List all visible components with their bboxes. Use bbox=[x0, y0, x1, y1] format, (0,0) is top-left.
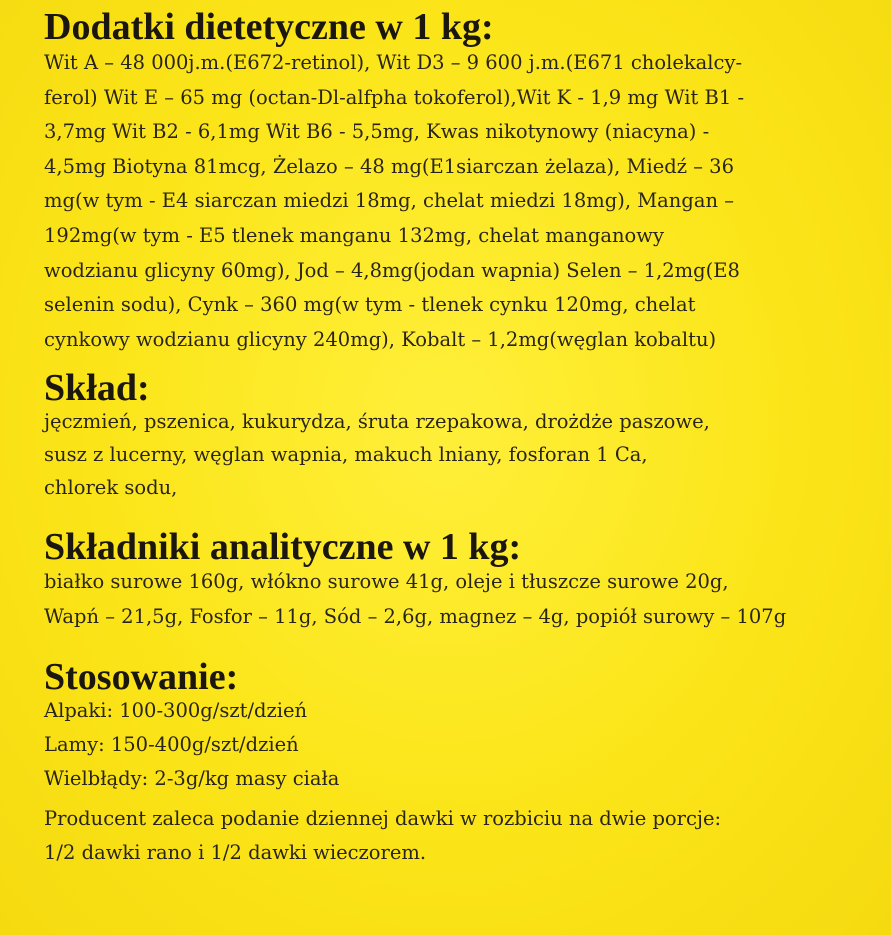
text-line: ferol) Wit E – 65 mg (octan-Dl-alfpha tokoferol),Wit K - 1,9 mg Wit B1 - bbox=[44, 85, 745, 109]
text-line: Wit A – 48 000j.m.(E672-retinol), Wit D3 – 9 600 j.m.(E671 cholekalcy- bbox=[44, 51, 743, 74]
text-line: chlorek sodu, bbox=[44, 476, 178, 500]
text-line: selenin sodu), Cynk – 360 mg(w tym - tlenek cynku 120mg, chelat bbox=[44, 293, 696, 317]
text-line: białko surowe 160g, włókno surowe 41g, oleje i tłuszcze surowe 20g, bbox=[44, 570, 729, 594]
usage-heading: Stosowanie: bbox=[44, 656, 239, 699]
text-line: mg(w tym - E4 siarczan miedzi 18mg, chelat miedzi 18mg), Mangan – bbox=[44, 189, 734, 213]
dosage-line: Lamy: 150-400g/szt/dzień bbox=[44, 733, 299, 757]
analytical-constituents-section bbox=[44, 524, 881, 634]
text-line: Wapń – 21,5g, Fosfor – 11g, Sód – 2,6g, magnez – 4g, popiół surowy – 107g bbox=[44, 605, 787, 629]
text-line: wodzianu glicyny 60mg), Jod – 4,8mg(jodan wapnia) Selen – 1,2mg(E8 bbox=[44, 258, 740, 282]
producer-recommendation-note bbox=[44, 802, 881, 870]
usage-section bbox=[44, 654, 881, 870]
text-line: 1/2 dawki rano i 1/2 dawki wieczorem. bbox=[44, 841, 427, 865]
text-line: jęczmień, pszenica, kukurydza, śruta rzepakowa, drożdże paszowe, bbox=[44, 410, 710, 434]
composition-text bbox=[44, 405, 881, 504]
text-line: 3,7mg Wit B2 - 6,1mg Wit B6 - 5,5mg, Kwas nikotynowy (niacyna) - bbox=[44, 120, 710, 144]
dosage-line: Wielbłądy: 2-3g/kg masy ciała bbox=[44, 767, 340, 791]
dosage-line: Alpaki: 100-300g/szt/dzień bbox=[44, 699, 308, 723]
text-line: cynkowy wodzianu glicyny 240mg), Kobalt – 1,2mg(węglan kobaltu) bbox=[44, 327, 717, 351]
dietary-additives-section bbox=[44, 4, 881, 357]
text-line: Producent zaleca podanie dziennej dawki w rozbiciu na dwie porcje: bbox=[44, 807, 722, 831]
composition-section bbox=[44, 365, 881, 504]
analytical-constituents-heading: Składniki analityczne w 1 kg: bbox=[44, 526, 522, 569]
text-line: susz z lucerny, węglan wapnia, makuch lniany, fosforan 1 Ca, bbox=[44, 443, 648, 467]
analytical-constituents-text bbox=[44, 564, 881, 634]
dietary-additives-heading: Dodatki dietetyczne w 1 kg: bbox=[44, 6, 494, 48]
usage-dosage-list bbox=[44, 694, 881, 796]
text-line: 192mg(w tym - E5 tlenek manganu 132mg, chelat manganowy bbox=[44, 223, 664, 247]
text-line: 4,5mg Biotyna 81mcg, Żelazo – 48 mg(E1siarczan żelaza), Miedź – 36 bbox=[44, 154, 734, 178]
dietary-additives-text bbox=[44, 46, 881, 357]
composition-heading: Skład: bbox=[44, 367, 150, 410]
